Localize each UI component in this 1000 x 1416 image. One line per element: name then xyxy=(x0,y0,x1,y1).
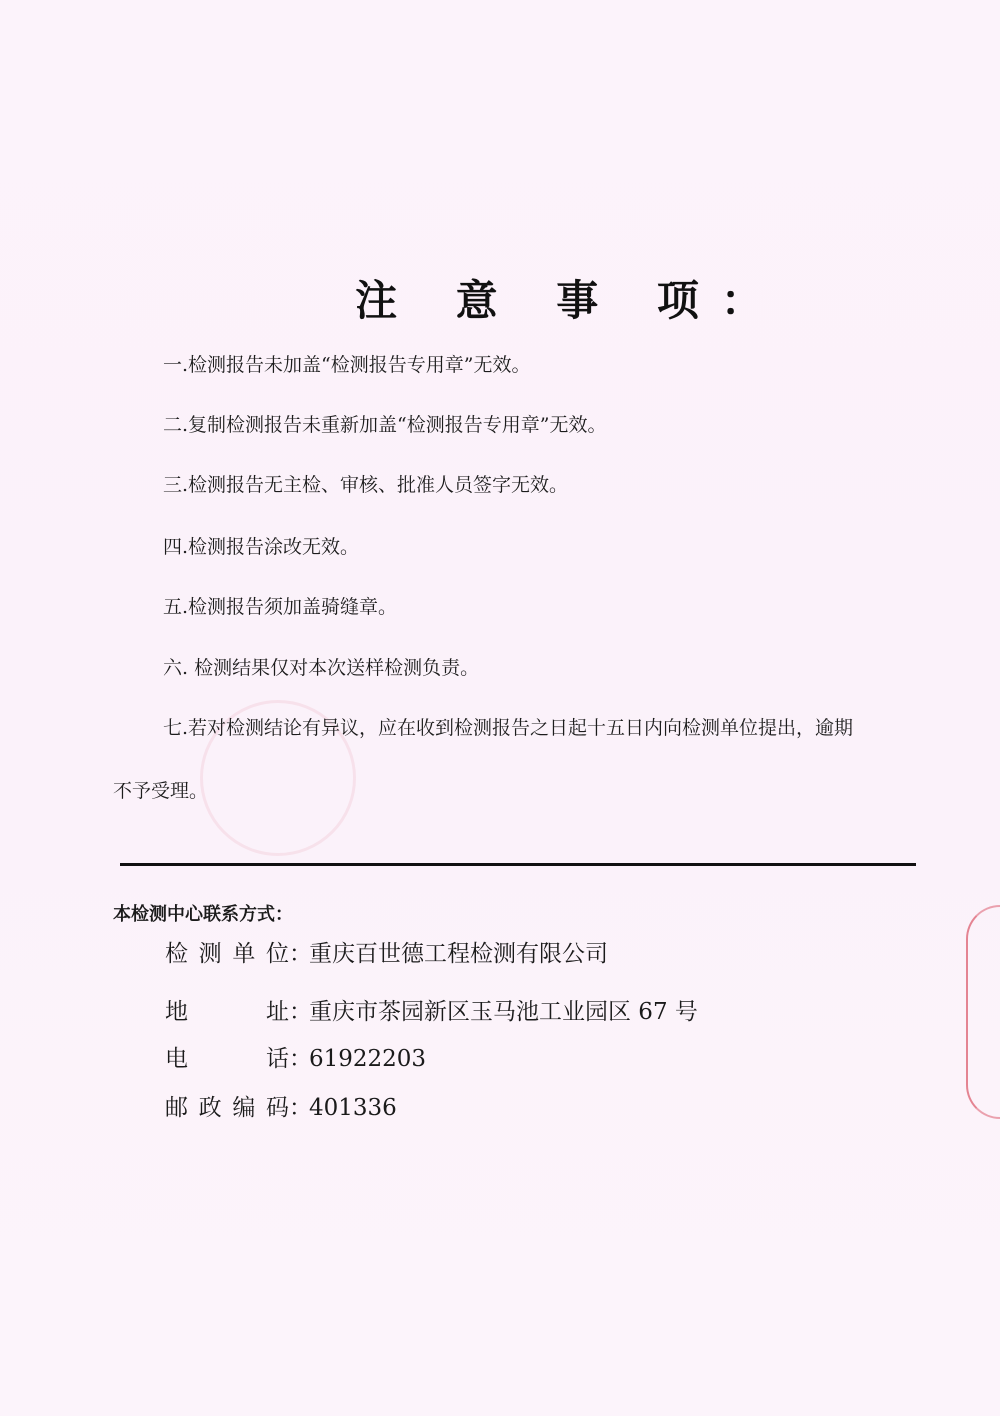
colon: ： xyxy=(289,999,312,1025)
contact-row-postcode xyxy=(165,1089,397,1122)
contact-row-unit xyxy=(165,935,608,968)
notice-item-3: 三.检测报告无主检、审核、批准人员签字无效。 xyxy=(163,474,569,496)
notice-item-7-continued: 不予受理。 xyxy=(113,780,209,802)
colon: ： xyxy=(289,1095,312,1121)
contact-header: 本检测中心联系方式： xyxy=(113,904,293,925)
notice-item-1: 一.检测报告未加盖“检测报告专用章”无效。 xyxy=(163,354,531,376)
contact-row-address xyxy=(165,993,698,1026)
partial-seal-stamp-icon xyxy=(966,905,1000,1119)
contact-value-phone: 61922203 xyxy=(309,1046,427,1072)
contact-label-postcode: 邮政编码 xyxy=(165,1095,289,1121)
page-title: 注 意 事 项： xyxy=(355,276,785,325)
contact-label-phone: 电话 xyxy=(165,1046,289,1072)
section-divider xyxy=(120,863,916,866)
colon: ： xyxy=(289,941,312,967)
contact-value-postcode: 401336 xyxy=(309,1095,397,1121)
notice-item-6: 六. 检测结果仅对本次送样检测负责。 xyxy=(163,657,480,679)
contact-label-address: 地址 xyxy=(165,999,289,1025)
notice-item-4: 四.检测报告涂改无效。 xyxy=(163,536,360,558)
colon: ： xyxy=(289,1046,312,1072)
notice-item-7: 七.若对检测结论有异议，应在收到检测报告之日起十五日内向检测单位提出，逾期 xyxy=(163,717,854,739)
notice-item-2: 二.复制检测报告未重新加盖“检测报告专用章”无效。 xyxy=(163,414,607,436)
contact-value-address: 重庆市茶园新区玉马池工业园区 67 号 xyxy=(309,999,698,1025)
contact-value-unit: 重庆百世德工程检测有限公司 xyxy=(309,941,608,967)
notice-item-5: 五.检测报告须加盖骑缝章。 xyxy=(163,596,398,618)
contact-row-phone xyxy=(165,1040,426,1073)
contact-label-unit: 检测单位 xyxy=(165,941,289,967)
